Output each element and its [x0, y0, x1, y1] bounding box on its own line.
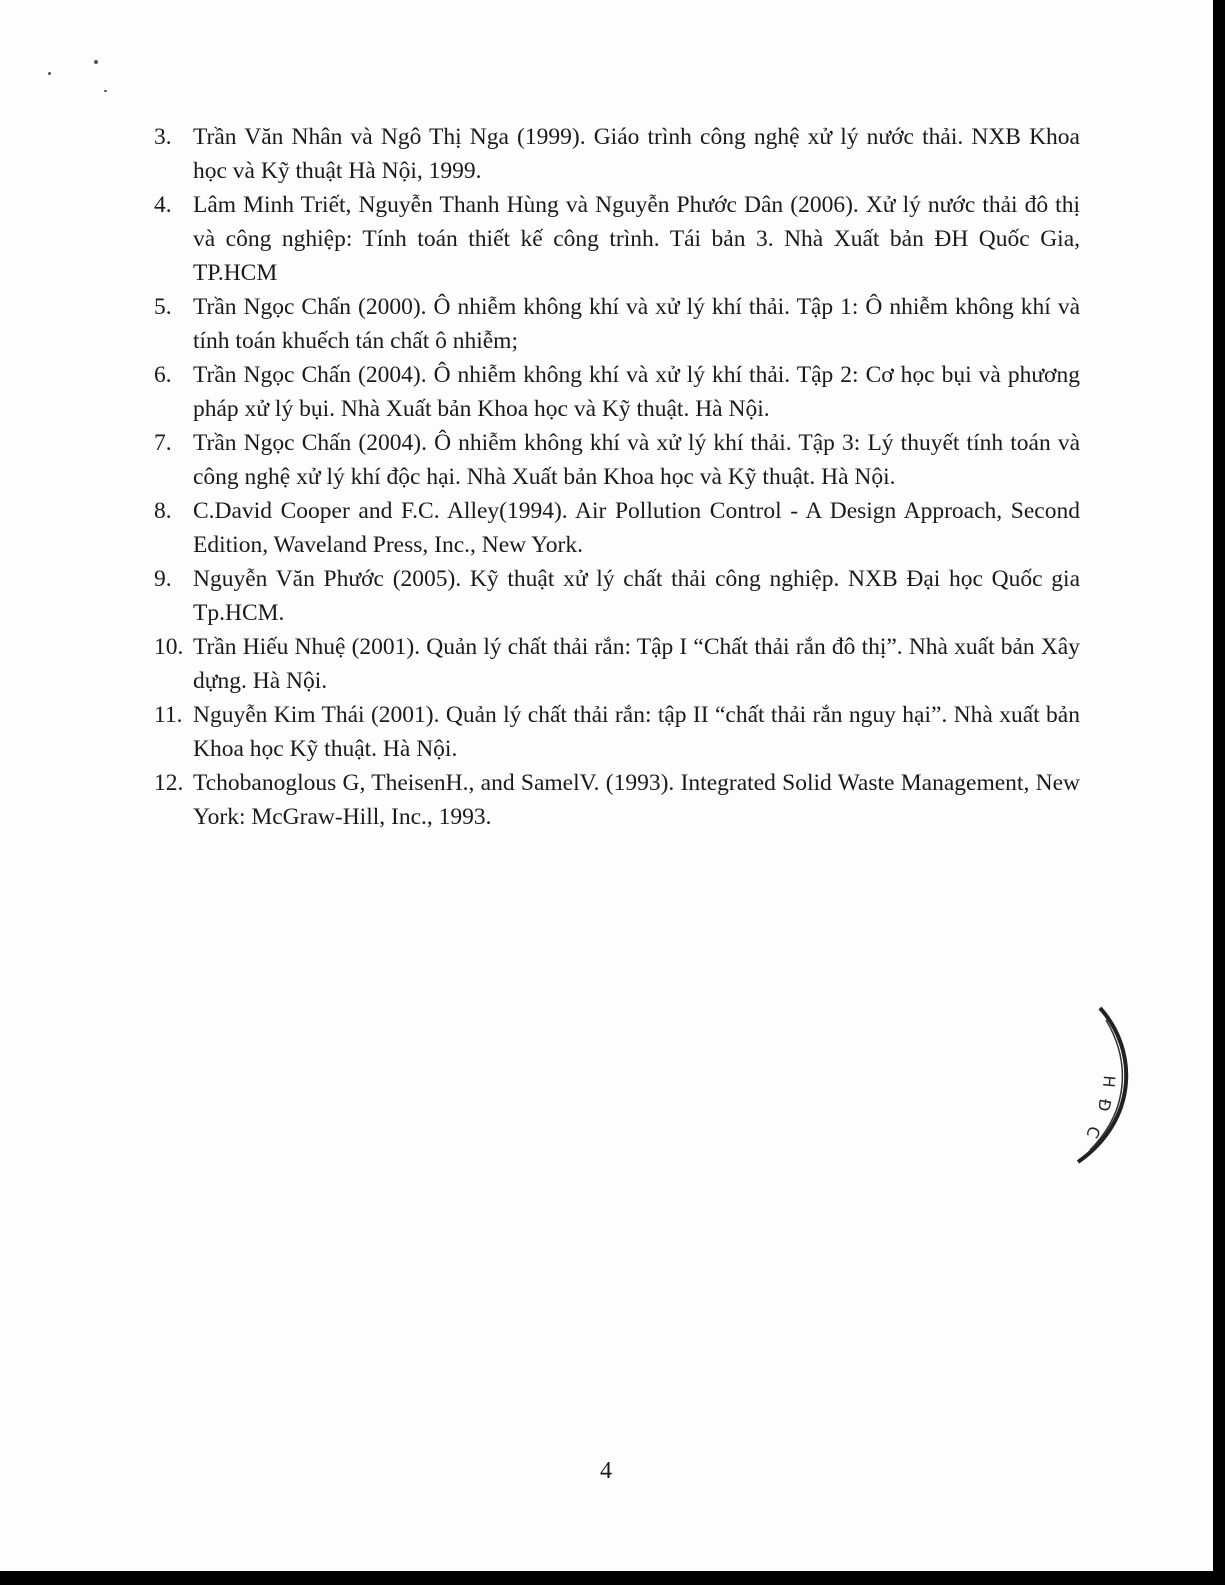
page-number: 4: [600, 1458, 612, 1484]
reference-item: [150, 358, 1080, 426]
reference-text: Trần Ngọc Chấn (2004). Ô nhiễm không khí và xử lý khí thải. Tập 3: Lý thuyết tính toán và công nghệ xử lý khí độc hại. Nhà Xuất bản Khoa học và Kỹ thuật. Hà Nội.: [193, 430, 1080, 490]
reference-item: [150, 698, 1080, 766]
scan-border-right: [1213, 0, 1225, 1585]
reference-number: 11.: [154, 702, 183, 728]
reference-number: 5.: [154, 294, 172, 320]
reference-number: 8.: [154, 498, 172, 524]
reference-text: Trần Văn Nhân và Ngô Thị Nga (1999). Giáo trình công nghệ xử lý nước thải. NXB Khoa học và Kỹ thuật Hà Nội, 1999.: [193, 124, 1080, 184]
reference-list: [150, 120, 1080, 834]
scan-border-bottom: [0, 1571, 1225, 1585]
scan-speck: [104, 90, 107, 92]
reference-number: 12.: [154, 770, 184, 796]
svg-text:Đ: Đ: [1093, 1097, 1115, 1113]
reference-text: Nguyễn Văn Phước (2005). Kỹ thuật xử lý chất thải công nghiệp. NXB Đại học Quốc gia Tp.HCM.: [193, 566, 1080, 626]
reference-text: Lâm Minh Triết, Nguyễn Thanh Hùng và Nguyễn Phước Dân (2006). Xử lý nước thải đô thị và công nghiệp: Tính toán thiết kế công trình. Tái bản 3. Nhà Xuất bản ĐH Quốc Gia, TP.HCM: [193, 192, 1080, 286]
reference-item: [150, 290, 1080, 358]
reference-text: Trần Hiếu Nhuệ (2001). Quản lý chất thải rắn: Tập I “Chất thải rắn đô thị”. Nhà xuất bản Xây dựng. Hà Nội.: [193, 634, 1080, 694]
reference-number: 9.: [154, 566, 172, 592]
scan-speck: [48, 72, 51, 75]
svg-text:C: C: [1082, 1123, 1105, 1141]
svg-text:H: H: [1098, 1074, 1119, 1089]
reference-number: 7.: [154, 430, 172, 456]
reference-item: [150, 120, 1080, 188]
reference-number: 10.: [154, 634, 184, 660]
reference-number: 6.: [154, 362, 172, 388]
reference-item: [150, 766, 1080, 834]
reference-item: [150, 188, 1080, 290]
reference-item: [150, 562, 1080, 630]
reference-text: Trần Ngọc Chấn (2004). Ô nhiễm không khí và xử lý khí thải. Tập 2: Cơ học bụi và phương pháp xử lý bụi. Nhà Xuất bản Khoa học và Kỹ thuật. Hà Nội.: [193, 362, 1080, 422]
reference-number: 3.: [154, 124, 172, 150]
reference-item: [150, 630, 1080, 698]
reference-item: [150, 494, 1080, 562]
reference-text: C.David Cooper and F.C. Alley(1994). Air Pollution Control - A Design Approach, Second Edition, Waveland Press, Inc., New York.: [193, 498, 1080, 558]
reference-text: Tchobanoglous G, TheisenH., and SamelV. (1993). Integrated Solid Waste Management, New York: McGraw-Hill, Inc., 1993.: [193, 770, 1080, 830]
seal-stamp-fragment: [1060, 1000, 1130, 1170]
reference-item: [150, 426, 1080, 494]
reference-number: 4.: [154, 192, 172, 218]
reference-text: Trần Ngọc Chấn (2000). Ô nhiễm không khí và xử lý khí thải. Tập 1: Ô nhiễm không khí và tính toán khuếch tán chất ô nhiễm;: [193, 294, 1080, 354]
scan-speck: [94, 60, 98, 64]
reference-text: Nguyễn Kim Thái (2001). Quản lý chất thải rắn: tập II “chất thải rắn nguy hại”. Nhà xuất bản Khoa học Kỹ thuật. Hà Nội.: [193, 702, 1080, 762]
